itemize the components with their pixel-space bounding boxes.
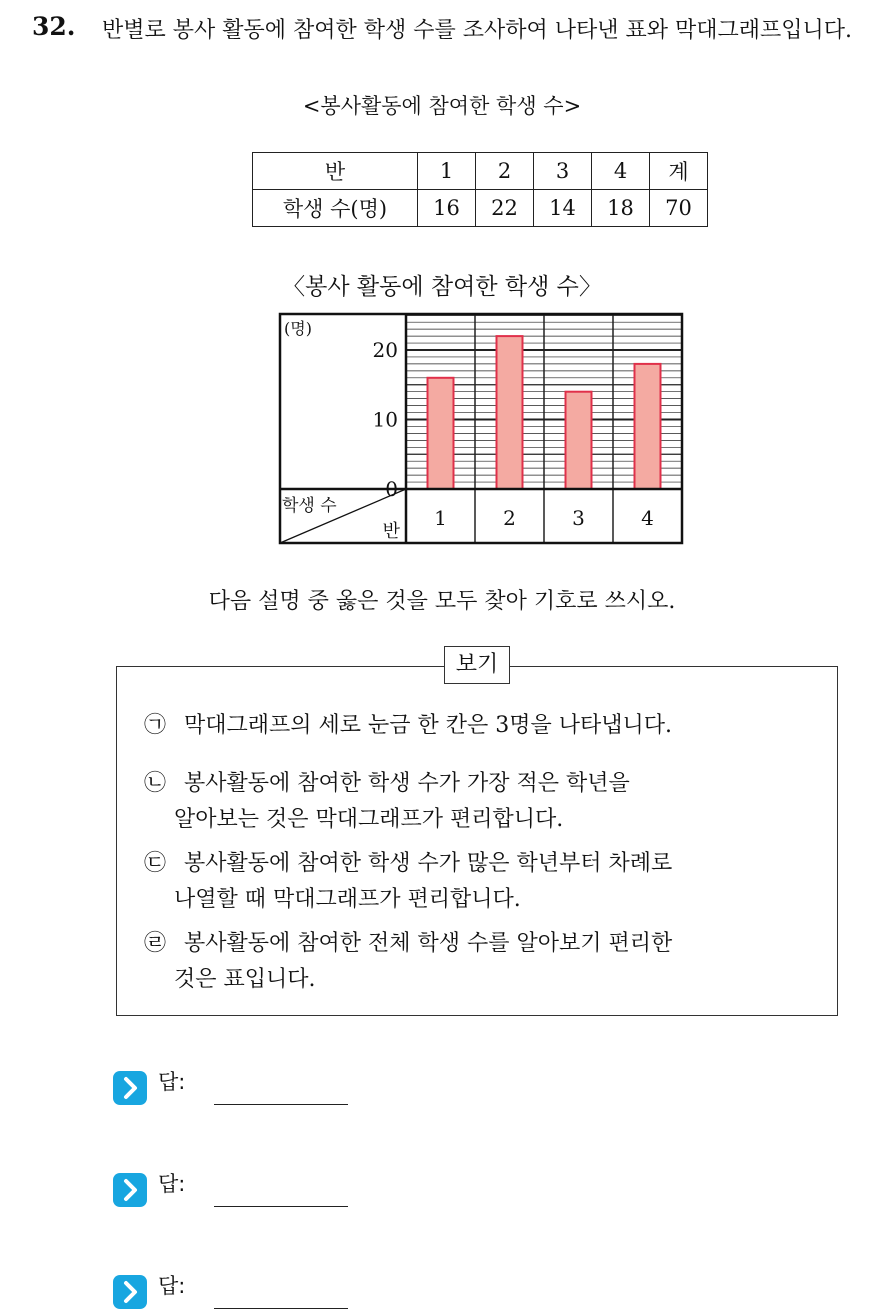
table-header-cell: 2 [476, 153, 534, 190]
chevron-right-icon [112, 1172, 148, 1208]
question-number: 32. [32, 12, 76, 41]
table-data-cell: 22 [476, 190, 534, 227]
x-tick-label: 3 [572, 506, 585, 530]
answer-blank[interactable] [214, 1308, 348, 1309]
choice-item [144, 926, 784, 998]
choice-text-continued: 알아보는 것은 막대그래프가 편리합니다. [174, 807, 564, 832]
y-tick-label: 10 [372, 407, 398, 432]
bar [428, 378, 454, 489]
choice-text: 봉사활동에 참여한 학생 수가 가장 적은 학년을 [184, 771, 630, 796]
y-unit-label: (명) [284, 319, 312, 338]
bar [635, 364, 661, 489]
choice-mark: ㉣ [144, 931, 167, 956]
choice-text: 봉사활동에 참여한 전체 학생 수를 알아보기 편리한 [184, 931, 673, 956]
table-data-cell: 16 [418, 190, 476, 227]
table-header-cell: 3 [534, 153, 592, 190]
header-col-label: 반 [382, 521, 400, 542]
answer-label: 답: [158, 1070, 186, 1094]
x-tick-label: 4 [641, 506, 654, 530]
table-row-label: 학생 수(명) [253, 190, 418, 227]
x-tick-label: 2 [503, 506, 516, 530]
choice-item [144, 846, 784, 918]
header-row-label: 학생 수 [282, 496, 337, 516]
table-header-cell: 계 [650, 153, 708, 190]
chevron-right-icon [112, 1070, 148, 1106]
bar [566, 392, 592, 489]
table-header-cell: 4 [592, 153, 650, 190]
choice-text-continued: 것은 표입니다. [174, 967, 316, 992]
choice-item [144, 708, 784, 744]
bar-chart [270, 306, 690, 550]
y-tick-label: 0 [385, 477, 398, 501]
choice-text-continued: 나열할 때 막대그래프가 편리합니다. [174, 887, 521, 912]
table-header-label: 반 [253, 153, 418, 190]
choice-mark: ㉡ [144, 771, 167, 796]
answer-label: 답: [158, 1274, 186, 1298]
choice-mark: ㉢ [144, 851, 167, 876]
options-box-label: 보기 [444, 646, 510, 684]
choice-mark: ㉠ [144, 713, 167, 738]
answer-label: 답: [158, 1172, 186, 1196]
y-tick-label: 20 [372, 338, 398, 362]
bar [497, 336, 523, 489]
table-data-cell: 14 [534, 190, 592, 227]
choice-text: 막대그래프의 세로 눈금 한 칸은 3명을 나타냅니다. [184, 713, 672, 738]
chevron-right-icon [112, 1274, 148, 1310]
table-data-row [253, 190, 708, 227]
chart-frame [280, 314, 682, 543]
choice-item [144, 766, 784, 838]
table-header-cell: 1 [418, 153, 476, 190]
instruction-text: 다음 설명 중 옳은 것을 모두 찾아 기호로 쓰시오. [208, 589, 676, 614]
table-data-cell: 18 [592, 190, 650, 227]
answer-blank[interactable] [214, 1104, 348, 1105]
data-table [252, 152, 708, 227]
table-header-row [253, 153, 708, 190]
table-data-cell: 70 [650, 190, 708, 227]
answer-blank[interactable] [214, 1206, 348, 1207]
table-title: <봉사활동에 참여한 학생 수> [302, 94, 582, 118]
question-text: 반별로 봉사 활동에 참여한 학생 수를 조사하여 나타낸 표와 막대그래프입니다. [102, 18, 852, 43]
chart-title: 〈봉사 활동에 참여한 학생 수〉 [282, 274, 602, 300]
choice-text: 봉사활동에 참여한 학생 수가 많은 학년부터 차례로 [184, 851, 673, 876]
x-tick-label: 1 [434, 506, 447, 530]
